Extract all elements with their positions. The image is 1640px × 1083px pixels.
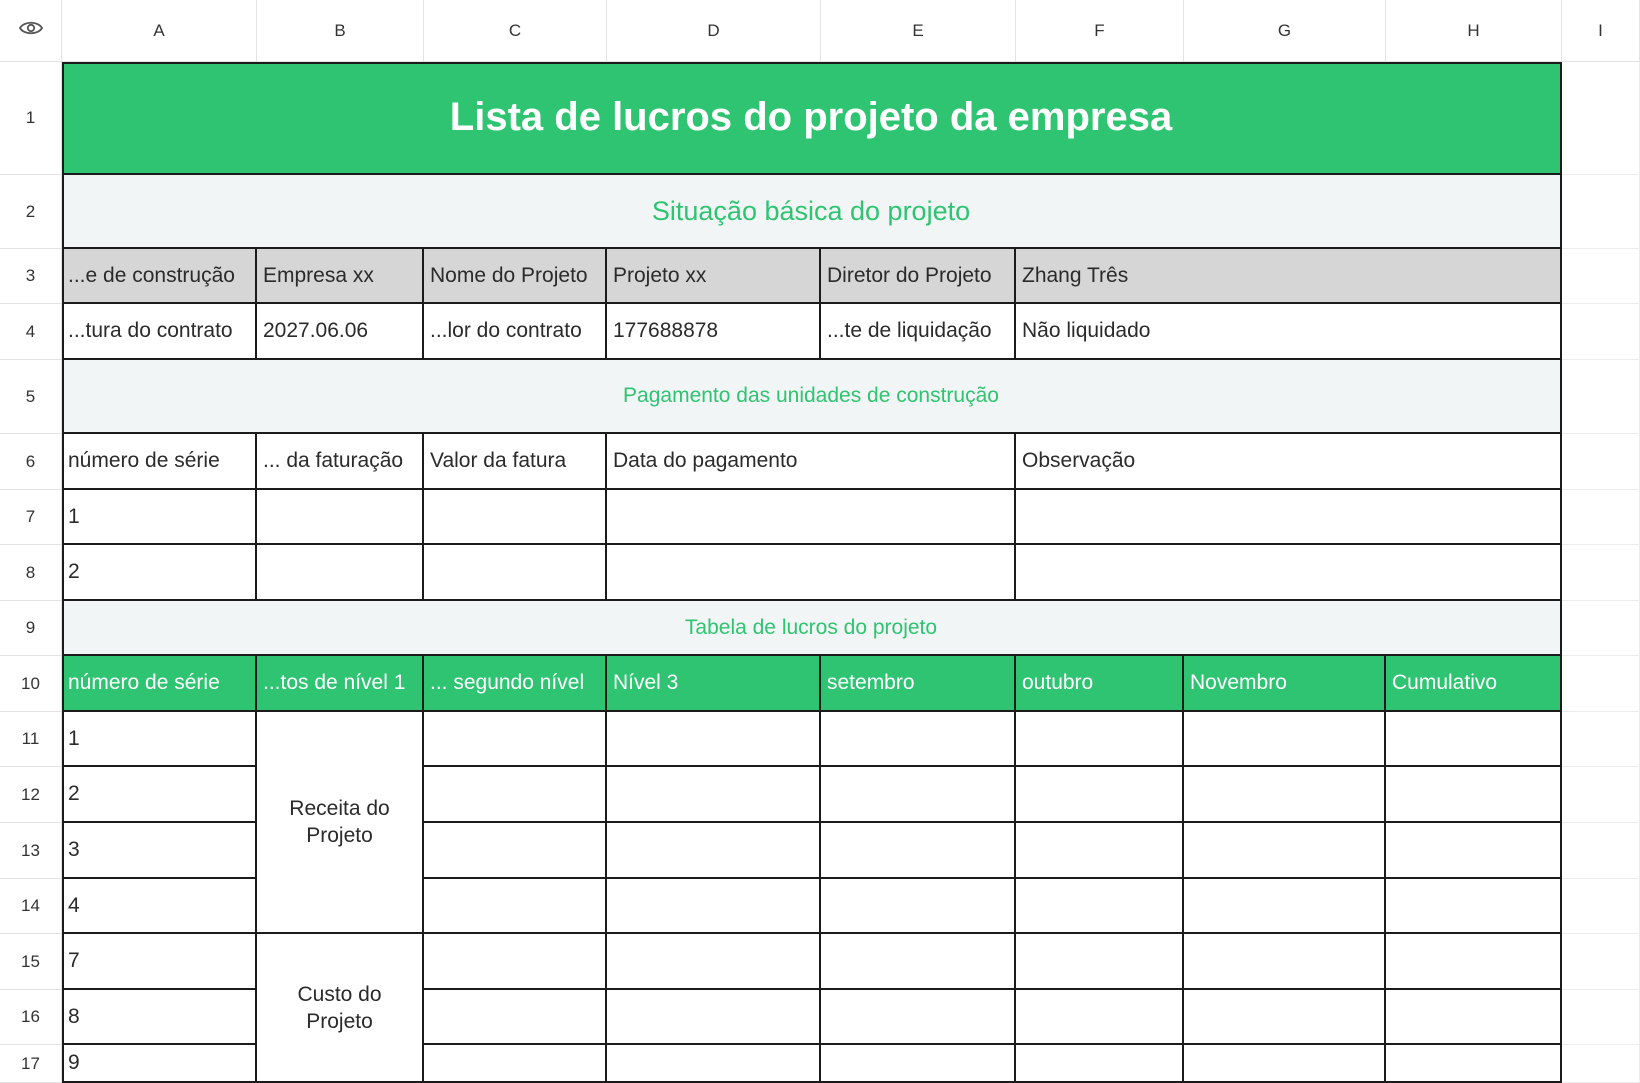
cell-g16[interactable] xyxy=(1184,990,1386,1045)
cell-e17[interactable] xyxy=(821,1045,1016,1083)
cell-g11[interactable] xyxy=(1184,712,1386,767)
grid-cell xyxy=(1562,62,1640,175)
cell-h16[interactable] xyxy=(1386,990,1562,1045)
cell-a14[interactable]: 4 xyxy=(62,879,257,934)
grid-cell xyxy=(1562,990,1640,1045)
cell-h13[interactable] xyxy=(1386,823,1562,879)
column-header-g[interactable]: G xyxy=(1184,0,1386,62)
cell-a8[interactable]: 2 xyxy=(62,545,257,601)
eye-icon[interactable] xyxy=(18,19,44,42)
cell-d13[interactable] xyxy=(607,823,821,879)
cell-e14[interactable] xyxy=(821,879,1016,934)
cell-d6[interactable]: Data do pagamento xyxy=(607,434,1016,490)
row-header-4[interactable]: 4 xyxy=(0,304,62,360)
cell-c8[interactable] xyxy=(424,545,607,601)
cell-e13[interactable] xyxy=(821,823,1016,879)
cell-h11[interactable] xyxy=(1386,712,1562,767)
cell-h17[interactable] xyxy=(1386,1045,1562,1083)
cell-d7[interactable] xyxy=(607,490,1016,545)
cell-g10[interactable]: Novembro xyxy=(1184,656,1386,712)
cell-a13[interactable]: 3 xyxy=(62,823,257,879)
cell-c12[interactable] xyxy=(424,767,607,823)
cell-d11[interactable] xyxy=(607,712,821,767)
cell-a10[interactable]: número de série xyxy=(62,656,257,712)
row-header-6[interactable]: 6 xyxy=(0,434,62,490)
grid-cell xyxy=(1562,175,1640,249)
cell-a17[interactable]: 9 xyxy=(62,1045,257,1083)
cell-a15[interactable]: 7 xyxy=(62,934,257,990)
cell-b10[interactable]: ...tos de nível 1 xyxy=(257,656,424,712)
cell-e11[interactable] xyxy=(821,712,1016,767)
row-header-17[interactable]: 17 xyxy=(0,1045,62,1083)
grid-cell xyxy=(1562,1045,1640,1083)
cell-f7[interactable] xyxy=(1016,490,1562,545)
cell-c6[interactable]: Valor da fatura xyxy=(424,434,607,490)
cell-a6[interactable]: número de série xyxy=(62,434,257,490)
cell-b11-merged[interactable]: Receita do Projeto xyxy=(257,712,424,934)
cell-c15[interactable] xyxy=(424,934,607,990)
sheet-title[interactable]: Lista de lucros do projeto da empresa xyxy=(62,62,1562,175)
cell-d8[interactable] xyxy=(607,545,1016,601)
grid-cell xyxy=(1562,304,1640,360)
cell-f11[interactable] xyxy=(1016,712,1184,767)
cell-f3[interactable]: Zhang Três xyxy=(1016,249,1562,304)
grid-cell xyxy=(1562,601,1640,656)
grid-cell xyxy=(1562,490,1640,545)
cell-c11[interactable] xyxy=(424,712,607,767)
cell-g15[interactable] xyxy=(1184,934,1386,990)
cell-b8[interactable] xyxy=(257,545,424,601)
row-header-16[interactable]: 16 xyxy=(0,990,62,1045)
cell-c3[interactable]: Nome do Projeto xyxy=(424,249,607,304)
cell-f15[interactable] xyxy=(1016,934,1184,990)
cell-e12[interactable] xyxy=(821,767,1016,823)
cell-d12[interactable] xyxy=(607,767,821,823)
row-header-14[interactable]: 14 xyxy=(0,879,62,934)
cell-c13[interactable] xyxy=(424,823,607,879)
cell-a11[interactable]: 1 xyxy=(62,712,257,767)
cell-d17[interactable] xyxy=(607,1045,821,1083)
cell-b3[interactable]: Empresa xx xyxy=(257,249,424,304)
cell-b4[interactable]: 2027.06.06 xyxy=(257,304,424,360)
cell-b7[interactable] xyxy=(257,490,424,545)
row-header-5[interactable]: 5 xyxy=(0,360,62,434)
row-header-12[interactable]: 12 xyxy=(0,767,62,823)
row-header-13[interactable]: 13 xyxy=(0,823,62,879)
section-basic-info[interactable]: Situação básica do projeto xyxy=(62,175,1562,249)
grid-cell xyxy=(1562,434,1640,490)
row-header-3[interactable]: 3 xyxy=(0,249,62,304)
cell-c10[interactable]: ... segundo nível xyxy=(424,656,607,712)
grid-cell xyxy=(1562,767,1640,823)
cell-e4[interactable]: ...te de liquidação xyxy=(821,304,1016,360)
cell-h12[interactable] xyxy=(1386,767,1562,823)
column-header-f[interactable]: F xyxy=(1016,0,1184,62)
cell-c14[interactable] xyxy=(424,879,607,934)
column-header-i[interactable]: I xyxy=(1562,0,1640,62)
cell-a7[interactable]: 1 xyxy=(62,490,257,545)
cell-a16[interactable]: 8 xyxy=(62,990,257,1045)
cell-f13[interactable] xyxy=(1016,823,1184,879)
cell-a4[interactable]: ...tura do contrato xyxy=(62,304,257,360)
column-header-c[interactable]: C xyxy=(424,0,607,62)
row-header-10[interactable]: 10 xyxy=(0,656,62,712)
cell-f12[interactable] xyxy=(1016,767,1184,823)
cell-c16[interactable] xyxy=(424,990,607,1045)
cell-h15[interactable] xyxy=(1386,934,1562,990)
column-header-d[interactable]: D xyxy=(607,0,821,62)
section-profit[interactable]: Tabela de lucros do projeto xyxy=(62,601,1562,656)
cell-a12[interactable]: 2 xyxy=(62,767,257,823)
row-header-15[interactable]: 15 xyxy=(0,934,62,990)
cell-b6[interactable]: ... da faturação xyxy=(257,434,424,490)
grid-cell xyxy=(1562,545,1640,601)
cell-f16[interactable] xyxy=(1016,990,1184,1045)
cell-d15[interactable] xyxy=(607,934,821,990)
cell-g17[interactable] xyxy=(1184,1045,1386,1083)
column-header-b[interactable]: B xyxy=(257,0,424,62)
row-header-9[interactable]: 9 xyxy=(0,601,62,656)
grid-cell xyxy=(1562,360,1640,434)
cell-h14[interactable] xyxy=(1386,879,1562,934)
row-header-8[interactable]: 8 xyxy=(0,545,62,601)
cell-h10[interactable]: Cumulativo xyxy=(1386,656,1562,712)
row-header-7[interactable]: 7 xyxy=(0,490,62,545)
grid-cell xyxy=(1562,879,1640,934)
cell-f8[interactable] xyxy=(1016,545,1562,601)
row-header-1[interactable]: 1 xyxy=(0,62,62,175)
cell-d3[interactable]: Projeto xx xyxy=(607,249,821,304)
visibility-toggle[interactable] xyxy=(0,0,62,62)
column-header-e[interactable]: E xyxy=(821,0,1016,62)
cell-d16[interactable] xyxy=(607,990,821,1045)
cell-g14[interactable] xyxy=(1184,879,1386,934)
cell-f4[interactable]: Não liquidado xyxy=(1016,304,1562,360)
grid-cell xyxy=(1562,249,1640,304)
cell-g13[interactable] xyxy=(1184,823,1386,879)
cell-b15-merged[interactable]: Custo do Projeto xyxy=(257,934,424,1083)
column-header-a[interactable]: A xyxy=(62,0,257,62)
cell-g12[interactable] xyxy=(1184,767,1386,823)
cell-a3[interactable]: ...e de construção xyxy=(62,249,257,304)
grid-cell xyxy=(1562,712,1640,767)
cell-e3[interactable]: Diretor do Projeto xyxy=(821,249,1016,304)
grid-cell xyxy=(1562,934,1640,990)
grid-cell xyxy=(1562,656,1640,712)
cell-c4[interactable]: ...lor do contrato xyxy=(424,304,607,360)
cell-c7[interactable] xyxy=(424,490,607,545)
cell-d4[interactable]: 177688878 xyxy=(607,304,821,360)
cell-e16[interactable] xyxy=(821,990,1016,1045)
column-header-h[interactable]: H xyxy=(1386,0,1562,62)
row-header-11[interactable]: 11 xyxy=(0,712,62,767)
cell-f17[interactable] xyxy=(1016,1045,1184,1083)
cell-e10[interactable]: setembro xyxy=(821,656,1016,712)
cell-f6[interactable]: Observação xyxy=(1016,434,1562,490)
row-header-2[interactable]: 2 xyxy=(0,175,62,249)
cell-d10[interactable]: Nível 3 xyxy=(607,656,821,712)
grid-cell xyxy=(1562,823,1640,879)
cell-f14[interactable] xyxy=(1016,879,1184,934)
cell-d14[interactable] xyxy=(607,879,821,934)
cell-c17[interactable] xyxy=(424,1045,607,1083)
section-payment[interactable]: Pagamento das unidades de construção xyxy=(62,360,1562,434)
cell-e15[interactable] xyxy=(821,934,1016,990)
cell-f10[interactable]: outubro xyxy=(1016,656,1184,712)
